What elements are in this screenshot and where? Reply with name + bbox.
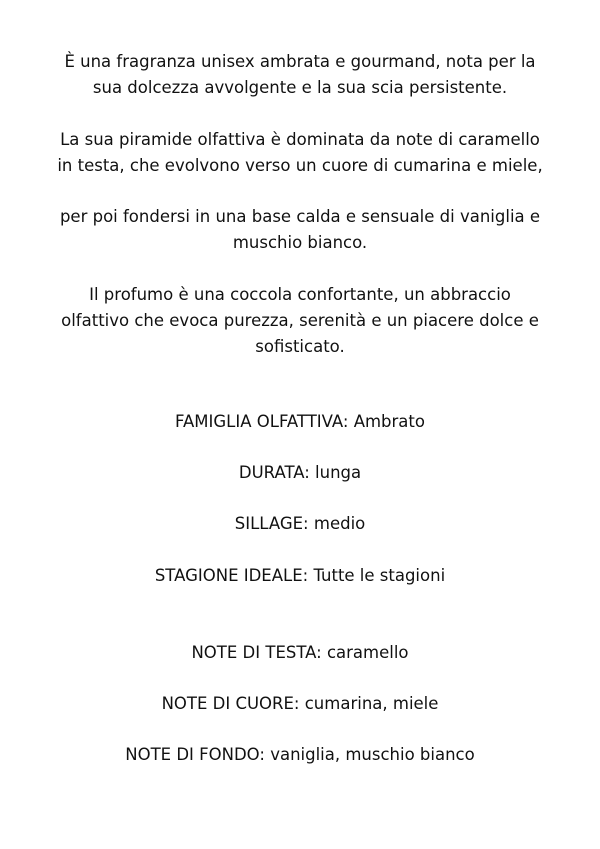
text-line: È una fragranza unisex ambrata e gourmand, nota per la xyxy=(64,52,536,71)
base-notes: NOTE DI FONDO: vaniglia, muschio bianco xyxy=(125,745,475,764)
top-notes: NOTE DI TESTA: caramello xyxy=(191,643,409,662)
text-line: muschio bianco. xyxy=(232,233,368,252)
ideal-season: STAGIONE IDEALE: Tutte le stagioni xyxy=(154,566,446,585)
olfactory-family: FAMIGLIA OLFATTIVA: Ambrato xyxy=(175,412,425,431)
text-line: sofisticato. xyxy=(255,337,345,356)
text-line: olfattivo che evoca purezza, serenità e un piacere dolce e xyxy=(61,311,539,330)
heart-notes: NOTE DI CUORE: cumarina, miele xyxy=(161,694,439,713)
text-line: Il profumo è una coccola confortante, un abbraccio xyxy=(89,285,511,304)
description-paragraph-4 xyxy=(30,282,570,360)
text-line: La sua piramide olfattiva è dominata da note di caramello xyxy=(60,130,540,149)
duration: DURATA: lunga xyxy=(238,463,362,482)
description-paragraph-3 xyxy=(30,204,570,256)
text-line: sua dolcezza avvolgente e la sua scia persistente. xyxy=(92,78,508,97)
sillage: SILLAGE: medio xyxy=(234,514,366,533)
description-paragraph-2 xyxy=(30,127,570,179)
description-paragraph-1 xyxy=(30,49,570,101)
text-line: per poi fondersi in una base calda e sensuale di vaniglia e xyxy=(59,207,541,226)
text-line: in testa, che evolvono verso un cuore di cumarina e miele, xyxy=(57,156,543,175)
